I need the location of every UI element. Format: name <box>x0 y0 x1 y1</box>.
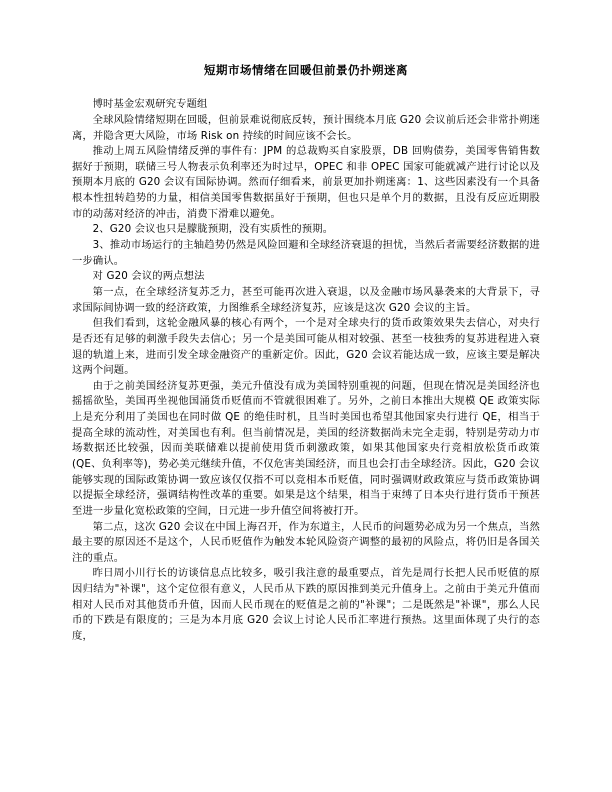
paragraph: 3、推动市场运行的主轴趋势仍然是风险回避和全球经济衰退的担忧，当然后者需要经济数据的进一步确认。 <box>72 239 540 267</box>
document-body <box>72 97 540 644</box>
paragraph: 博时基金宏观研究专题组 <box>92 98 208 111</box>
paragraph: 对 G20 会议的两点想法 <box>92 270 205 283</box>
paragraph: 第一点，在全球经济复苏乏力，甚至可能再次进入衰退，以及金融市场风暴袭来的大背景下，寻求国际间协调一致的经济政策，力图维系全球经济复苏，应该是这次 G20 会议的主旨。 <box>72 285 540 314</box>
paragraph: 昨日周小川行长的访谈信息点比较多，吸引我注意的最重要点，首先是周行长把人民币贬值的原因归结为"补课"，这个定位很有意义，人民币从下跌的原因推到美元升值身上。之前由于美元升值而相对人民币对其他货币升值，因而人民币现在的贬值是之前的"补课"；二是既然是"补课"，那么人民币的下跌是有限度的；三是为本月底 G20 会议上讨论人民币汇率进行预热。这里面体现了央行的态度， <box>72 567 540 643</box>
paragraph: 第二点，这次 G20 会议在中国上海召开，作为东道主，人民币的问题势必成为另一个焦点，当然最主要的原因还不是这个，人民币贬值作为触发本轮风险资产调整的最初的风险点，将仍旧是各国关注的重点。 <box>72 520 540 564</box>
page-title: 短期市场情绪在回暖但前景仍扑朔迷离 <box>204 63 408 77</box>
paragraph: 由于之前美国经济复苏更强，美元升值没有成为美国特别重视的问题，但现在情况是美国经济也摇摇欲坠，美国再坐视他国涌货币贬值而不管就很困难了。另外，之前日本推出大规模 QE 政策实际上是充分利用了美国也在同时做 QE 的绝佳时机，且当时美国也希望其他国家央行进行 QE，相当于提高全球的流动性，对美国也有利。但当前情况是，美国的经济数据尚未完全走弱，特别是劳动力市场数据还比较强，因而美联储难以提前使用货币刺激政策，如果其他国家央行竞相放松货币政策(QE、负利率等)，势必美元继续升值，不仅危害美国经济，而且也会打击全球经济。因此，G20 会议能够实现的国际政策协调一致应该仅仅指不可以竞相本币贬值，同时强调财政政策应与货币政策协调以提振全球经济，强调结构性改革的重要。如果是这个结果，相当于束缚了日本央行进行货币干预甚至进一步量化宽松政策的空间，日元进一步升值空间将被打开。 <box>72 379 540 517</box>
paragraph: 全球风险情绪短期在回暖，但前景难说彻底反转，预计围绕本月底 G20 会议前后还会非常扑朔迷离，并隐含更大风险，市场 Risk on 持续的时间应该不会长。 <box>72 113 540 142</box>
paragraph: 推动上周五风险情绪反弹的事件有：JPM 的总裁购买自家股票，DB 回购债券，美国零售销售数据好于预期，联储三号人物表示负利率还为时过早，OPEC 和非 OPEC 国家可能就减产进行讨论以及预期本月底的 G20 会议有国际协调。然而仔细看来，前景更加扑朔迷离：1、这些因素没有一个具备根本性扭转趋势的力量，相信美国零售数据虽好于预期，但也只是单个月的数据，且没有反应近期股市的动荡对经济的冲击，消费下滑难以避免。 <box>72 145 540 220</box>
paragraph: 2、G20 会议也只是朦胧预期，没有实质性的预期。 <box>92 223 334 236</box>
paragraph: 但我们看到，这轮金融风暴的核心有两个，一个是对全球央行的货币政策效果失去信心，对央行是否还有足够的刺激手段失去信心；另一个是美国可能从相对较强、甚至一枝独秀的复苏进程进入衰退的轨道上来，进而引发全球金融资产的重新定价。因此，G20 会议若能达成一致，应该主要是解决这两个问题。 <box>72 317 540 377</box>
